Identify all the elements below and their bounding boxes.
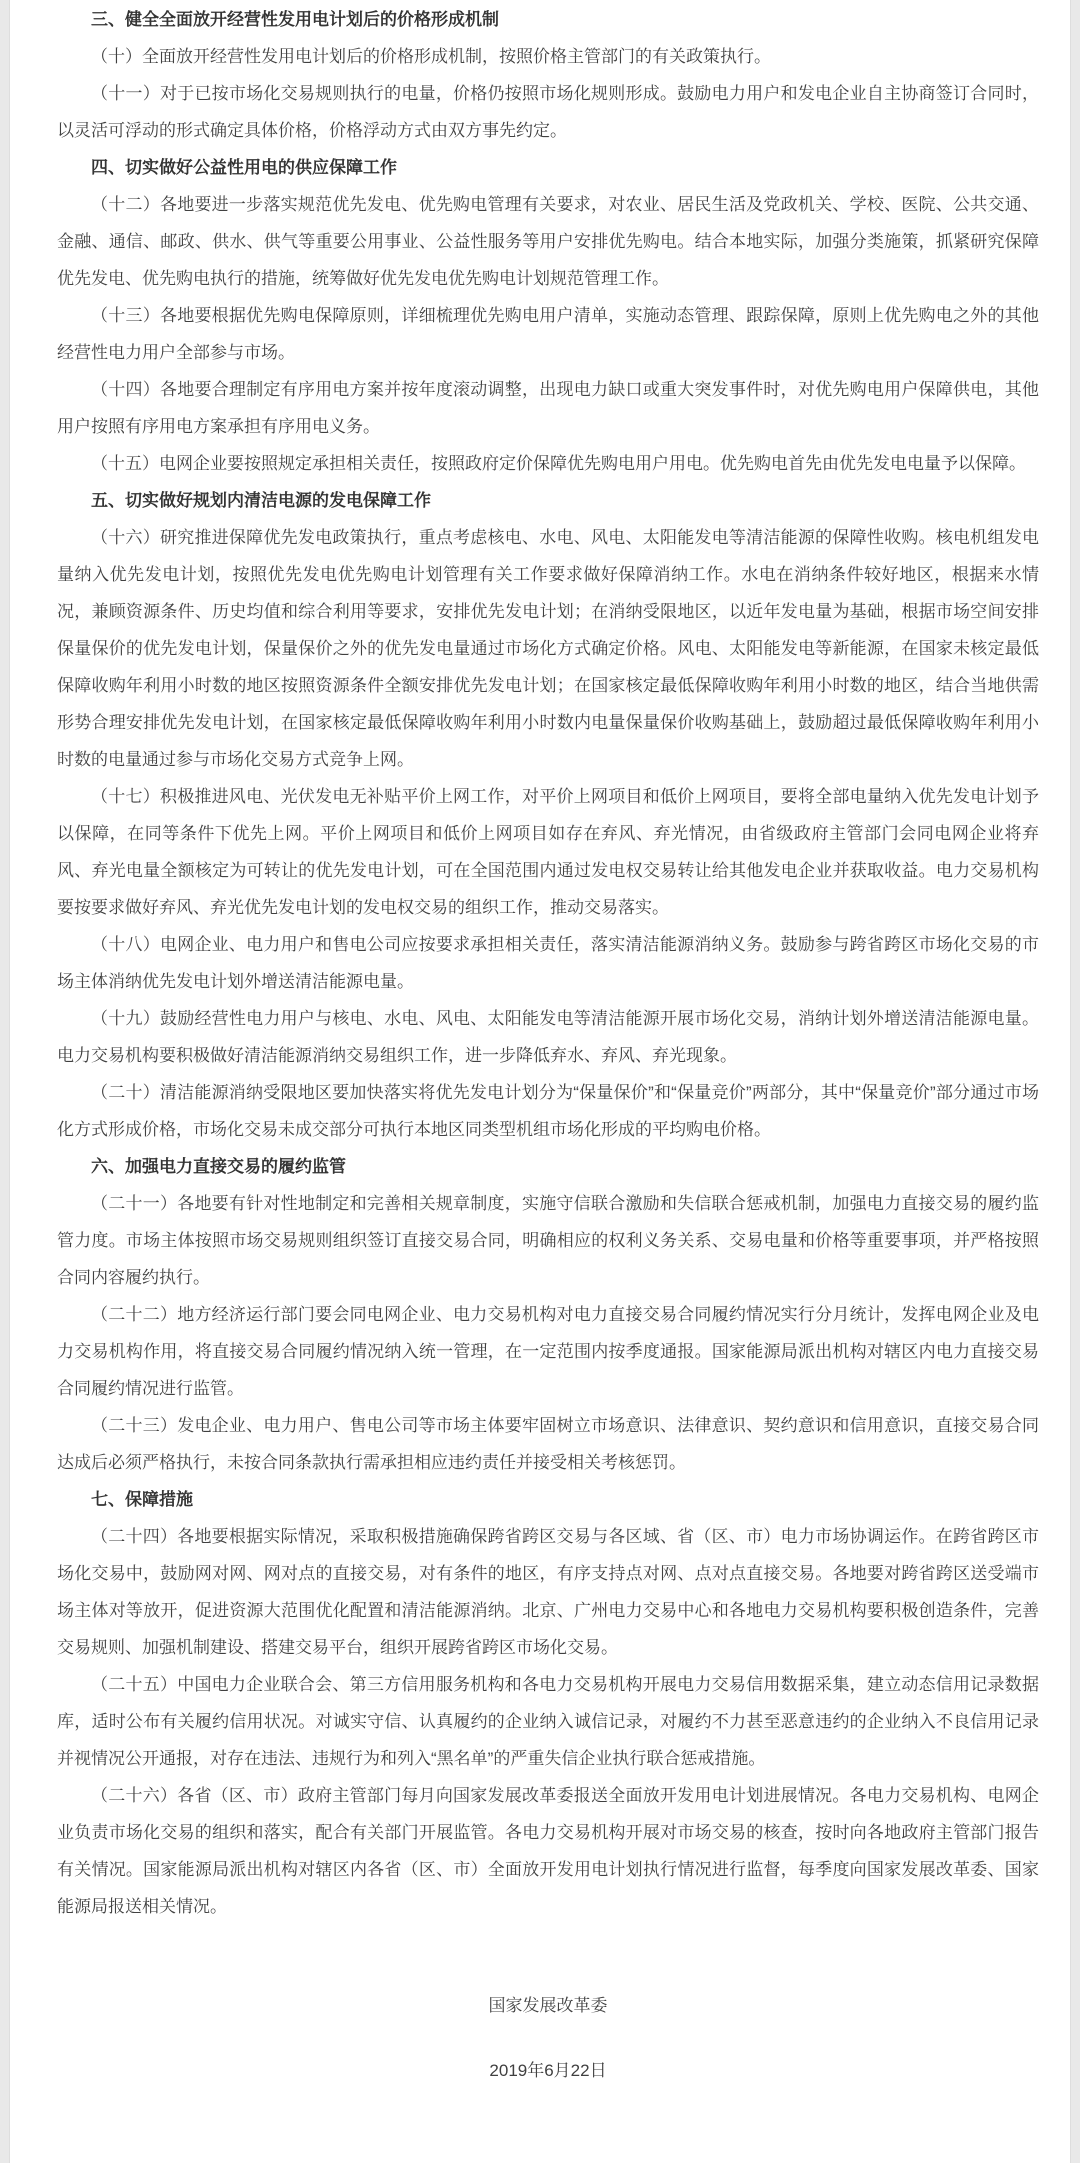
paragraph: （十三）各地要根据优先购电保障原则，详细梳理优先购电用户清单，实施动态管理、跟踪保障，原则上优先购电之外的其他经营性电力用户全部参与市场。 <box>57 306 1039 362</box>
section-heading: 四、切实做好公益性用电的供应保障工作 <box>91 158 397 177</box>
signature-org: 国家发展改革委 <box>488 1996 608 2015</box>
paragraph: （十一）对于已按市场化交易规则执行的电量，价格仍按照市场化规则形成。鼓励电力用户和发电企业自主协商签订合同时，以灵活可浮动的形式确定具体价格，价格浮动方式由双方事先约定。 <box>57 84 1039 140</box>
paragraph: （二十一）各地要有针对性地制定和完善相关规章制度，实施守信联合激励和失信联合惩戒机制，加强电力直接交易的履约监管力度。市场主体按照市场交易规则组织签订直接交易合同，明确相应的权利义务关系、交易电量和价格等重要事项，并严格按照合同内容履约执行。 <box>57 1194 1039 1287</box>
paragraph: （十七）积极推进风电、光伏发电无补贴平价上网工作，对平价上网项目和低价上网项目，要将全部电量纳入优先发电计划予以保障，在同等条件下优先上网。平价上网项目和低价上网项目如存在弃风、弃光情况，由省级政府主管部门会同电网企业将弃风、弃光电量全额核定为可转让的优先发电计划，可在全国范围内通过发电权交易转让给其他发电企业并获取收益。电力交易机构要按要求做好弃风、弃光优先发电计划的发电权交易的组织工作，推动交易落实。 <box>57 787 1039 917</box>
paragraph: （十六）研究推进保障优先发电政策执行，重点考虑核电、水电、风电、太阳能发电等清洁能源的保障性收购。核电机组发电量纳入优先发电计划，按照优先发电优先购电计划管理有关工作要求做好保障消纳工作。水电在消纳条件较好地区，根据来水情况，兼顾资源条件、历史均值和综合利用等要求，安排优先发电计划；在消纳受限地区，以近年发电量为基础，根据市场空间安排保量保价的优先发电计划，保量保价之外的优先发电量通过市场化方式确定价格。风电、太阳能发电等新能源，在国家未核定最低保障收购年利用小时数的地区按照资源条件全额安排优先发电计划；在国家核定最低保障收购年利用小时数的地区，结合当地供需形势合理安排优先发电计划，在国家核定最低保障收购年利用小时数内电量保量保价收购基础上，鼓励超过最低保障收购年利用小时数的电量通过参与市场化交易方式竞争上网。 <box>57 528 1039 769</box>
signature-block <box>57 1973 1039 2103</box>
paragraph: （十二）各地要进一步落实规范优先发电、优先购电管理有关要求，对农业、居民生活及党政机关、学校、医院、公共交通、金融、通信、邮政、供水、供气等重要公用事业、公益性服务等用户安排优先购电。结合本地实际，加强分类施策，抓紧研究保障优先发电、优先购电执行的措施，统筹做好优先发电优先购电计划规范管理工作。 <box>57 195 1039 288</box>
paragraph: （二十五）中国电力企业联合会、第三方信用服务机构和各电力交易机构开展电力交易信用数据采集，建立动态信用记录数据库，适时公布有关履约信用状况。对诚实守信、认真履约的企业纳入诚信记录，对履约不力甚至恶意违约的企业纳入不良信用记录并视情况公开通报，对存在违法、违规行为和列入“黑名单”的严重失信企业执行联合惩戒措施。 <box>57 1675 1039 1768</box>
section-heading: 三、健全全面放开经营性发用电计划后的价格形成机制 <box>91 10 499 29</box>
section-heading: 五、切实做好规划内清洁电源的发电保障工作 <box>91 491 431 510</box>
section-heading: 七、保障措施 <box>91 1490 193 1509</box>
signature-date: 2019年6月22日 <box>489 2061 607 2080</box>
document-content <box>57 1 1039 1925</box>
paragraph: （十五）电网企业要按照规定承担相关责任，按照政府定价保障优先购电用户用电。优先购电首先由优先发电电量予以保障。 <box>91 454 1026 473</box>
paragraph: （二十三）发电企业、电力用户、售电公司等市场主体要牢固树立市场意识、法律意识、契约意识和信用意识，直接交易合同达成后必须严格执行，未按合同条款执行需承担相应违约责任并接受相关考核惩罚。 <box>57 1416 1039 1472</box>
paragraph: （二十）清洁能源消纳受限地区要加快落实将优先发电计划分为“保量保价”和“保量竞价”两部分，其中“保量竞价”部分通过市场化方式形成价格，市场化交易未成交部分可执行本地区同类型机组市场化形成的平均购电价格。 <box>57 1083 1039 1139</box>
section-heading: 六、加强电力直接交易的履约监管 <box>91 1157 346 1176</box>
paragraph: （二十四）各地要根据实际情况，采取积极措施确保跨省跨区交易与各区域、省（区、市）电力市场协调运作。在跨省跨区市场化交易中，鼓励网对网、网对点的直接交易，对有条件的地区，有序支持点对网、点对点直接交易。各地要对跨省跨区送受端市场主体对等放开，促进资源大范围优化配置和清洁能源消纳。北京、广州电力交易中心和各地电力交易机构要积极创造条件，完善交易规则、加强机制建设、搭建交易平台，组织开展跨省跨区市场化交易。 <box>57 1527 1039 1657</box>
document-card <box>9 0 1071 2163</box>
paragraph: （十四）各地要合理制定有序用电方案并按年度滚动调整，出现电力缺口或重大突发事件时，对优先购电用户保障供电，其他用户按照有序用电方案承担有序用电义务。 <box>57 380 1039 436</box>
paragraph: （十）全面放开经营性发用电计划后的价格形成机制，按照价格主管部门的有关政策执行。 <box>91 47 771 66</box>
paragraph: （十九）鼓励经营性电力用户与核电、水电、风电、太阳能发电等清洁能源开展市场化交易，消纳计划外增送清洁能源电量。电力交易机构要积极做好清洁能源消纳交易组织工作，进一步降低弃水、弃风、弃光现象。 <box>57 1009 1039 1065</box>
paragraph: （二十二）地方经济运行部门要会同电网企业、电力交易机构对电力直接交易合同履约情况实行分月统计，发挥电网企业及电力交易机构作用，将直接交易合同履约情况纳入统一管理，在一定范围内按季度通报。国家能源局派出机构对辖区内电力直接交易合同履约情况进行监管。 <box>57 1305 1039 1398</box>
paragraph: （十八）电网企业、电力用户和售电公司应按要求承担相关责任，落实清洁能源消纳义务。鼓励参与跨省跨区市场化交易的市场主体消纳优先发电计划外增送清洁能源电量。 <box>57 935 1039 991</box>
paragraph: （二十六）各省（区、市）政府主管部门每月向国家发展改革委报送全面放开发用电计划进展情况。各电力交易机构、电网企业负责市场化交易的组织和落实，配合有关部门开展监管。各电力交易机构开展对市场交易的核查，按时向各地政府主管部门报告有关情况。国家能源局派出机构对辖区内各省（区、市）全面放开发用电计划执行情况进行监督，每季度向国家发展改革委、国家能源局报送相关情况。 <box>57 1786 1039 1916</box>
